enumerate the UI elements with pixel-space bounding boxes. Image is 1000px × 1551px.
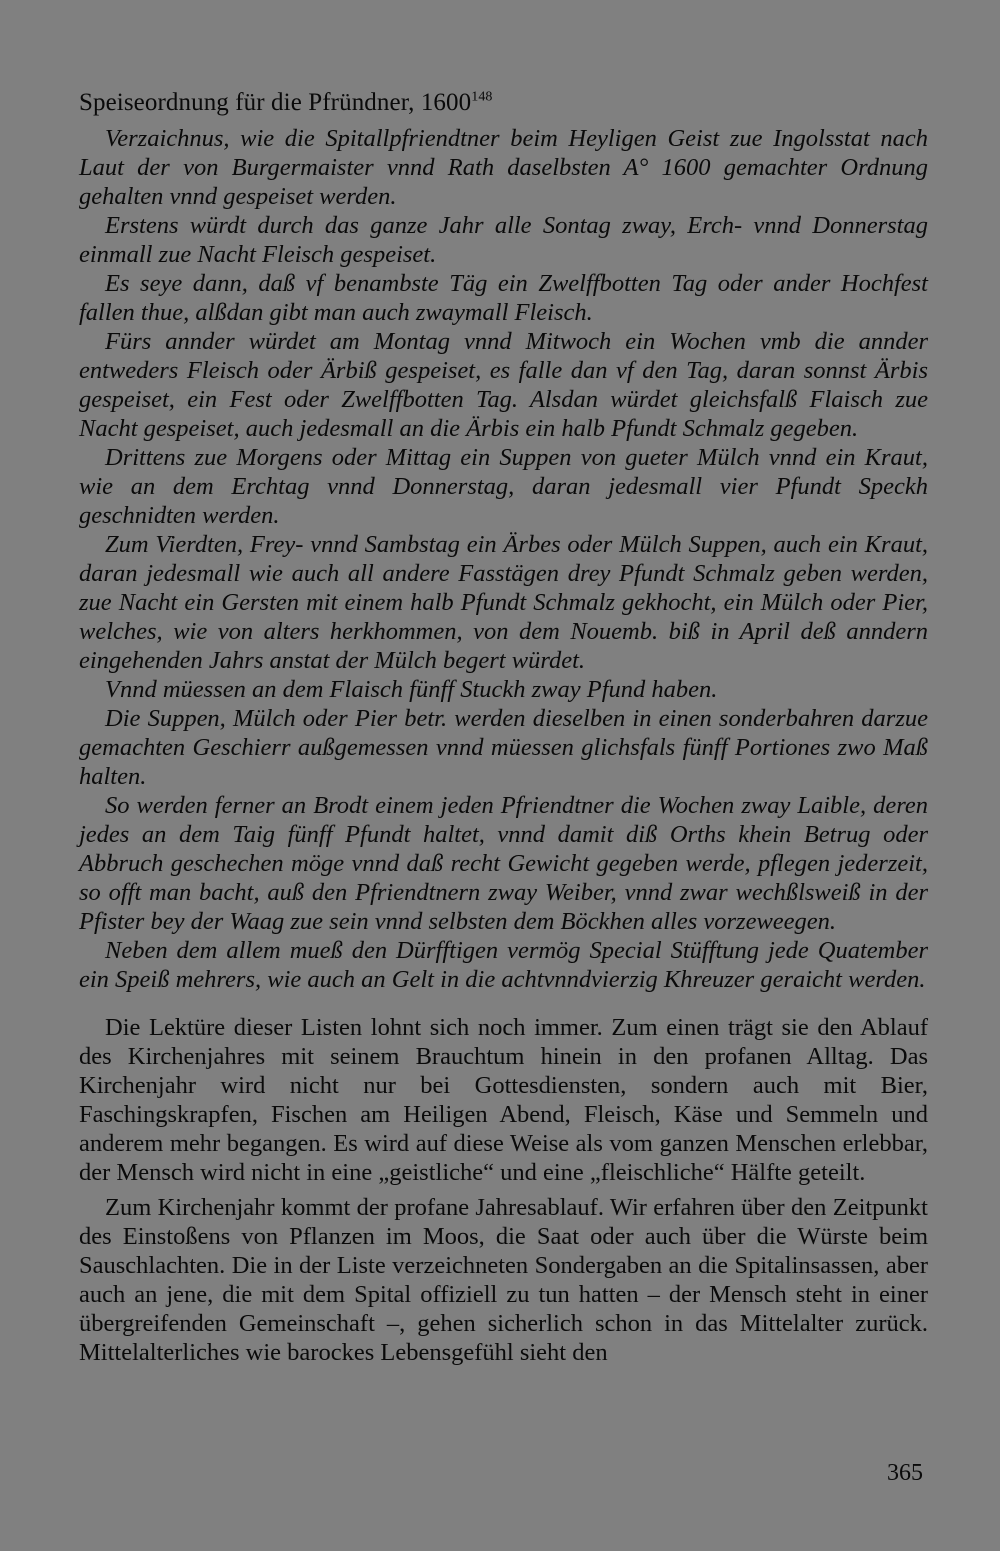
quoted-document [79,124,928,994]
quote-paragraph: Erstens würdt durch das ganze Jahr alle Sontag zway, Erch- vnnd Donnerstag einmall zue Nacht Fleisch gespeiset. [79,212,928,268]
body-paragraph: Zum Kirchenjahr kommt der profane Jahresablauf. Wir erfahren über den Zeitpunkt des Einstoßens von Pflanzen im Moos, die Saat oder auch über die Würste beim Sauschlachten. Die in der Liste verzeichneten Sondergaben an die Spitalinsassen, aber auch an jene, die mit dem Spital offiziell zu tun hatten – der Mensch steht in einer übergreifenden Gemeinschaft –, gehen sicherlich schon in das Mittelalter zurück. Mittelalterliches wie barockes Lebensgefühl sieht den [79,1194,928,1366]
page-number: 365 [887,1460,923,1486]
quote-paragraph: Zum Vierdten, Frey- vnnd Sambstag ein Ärbes oder Mülch Suppen, auch ein Kraut, daran jedesmall wie auch all andere Fasstägen drey Pfundt Schmalz geben werden, zue Nacht ein Gersten mit einem halb Pfundt Schmalz gekhocht, ein Mülch oder Pier, welches, wie von alters herkhommen, von dem Nouemb. biß in April deß anndern eingehenden Jahrs anstat der Mülch begert würdet. [79,531,928,674]
page-content [79,88,928,1367]
quote-paragraph: So werden ferner an Brodt einem jeden Pfriendtner die Wochen zway Laible, deren jedes an dem Taig fünff Pfundt haltet, vnnd damit diß Orths khein Betrug oder Abbruch geschechen möge vnnd daß recht Gewicht gegeben werde, pflegen jederzeit, so offt man bacht, auß den Pfriendtnern zway Weiber, vnnd zwar wechßlsweiß in der Pfister bey der Waag zue sein vnnd selbsten dem Böckhen alles vorzeweegen. [79,792,928,935]
body-paragraph: Die Lektüre dieser Listen lohnt sich noch immer. Zum einen trägt sie den Ablauf des Kirchenjahres mit seinem Brauchtum hinein in den profanen Alltag. Das Kirchenjahr wird nicht nur bei Gottesdiensten, sondern auch mit Bier, Faschingskrapfen, Fischen am Heiligen Abend, Fleisch, Käse und Semmeln und anderem mehr begangen. Es wird auf diese Weise als vom ganzen Menschen erlebbar, der Mensch wird nicht in eine „geistliche“ und eine „fleischliche“ Hälfte geteilt. [79,1014,928,1186]
quote-paragraph: Die Suppen, Mülch oder Pier betr. werden dieselben in einen sonderbahren darzue gemachten Geschierr außgemessen vnnd müessen glichsfals fünff Portiones zwo Maß halten. [79,705,928,790]
quote-paragraph: Drittens zue Morgens oder Mittag ein Suppen von gueter Mülch vnnd ein Kraut, wie an dem Erchtag vnnd Donnerstag, daran jedesmall vier Pfundt Speckh geschnidten werden. [79,444,928,529]
quote-paragraph: Neben dem allem mueß den Dürfftigen vermög Special Stüfftung jede Quatember ein Speiß mehrers, wie auch an Gelt in die achtvnndvierzig Khreuzer geraicht werden. [79,937,928,993]
quote-paragraph: Es seye dann, daß vf benambste Täg ein Zwelffbotten Tag oder ander Hochfest fallen thue, alßdan gibt man auch zwaymall Fleisch. [79,270,928,326]
quote-paragraph: Vnnd müessen an dem Flaisch fünff Stuckh zway Pfund haben. [105,676,718,703]
quote-paragraph: Verzaichnus, wie die Spitallpfriendtner beim Heyligen Geist zue Ingolsstat nach Laut der von Burgermaister vnnd Rath daselbsten A° 1600 gemachter Ordnung gehalten vnnd gespeiset werden. [79,125,928,210]
footnote-marker: 148 [471,89,493,105]
body-text [79,1013,928,1367]
section-heading [79,88,928,118]
quote-paragraph: Fürs annder würdet am Montag vnnd Mitwoch ein Wochen vmb die annder entweders Fleisch oder Ärbiß gespeiset, es falle dan vf den Tag, daran sonnst Ärbis gespeiset, ein Fest oder Zwelffbotten Tag. Alsdan würdet gleichsfalß Flaisch zue Nacht gespeiset, auch jedesmall an die Ärbis ein halb Pfundt Schmalz gegeben. [79,328,928,442]
heading-title: Speiseordnung für die Pfründner, 1600 [79,89,472,116]
